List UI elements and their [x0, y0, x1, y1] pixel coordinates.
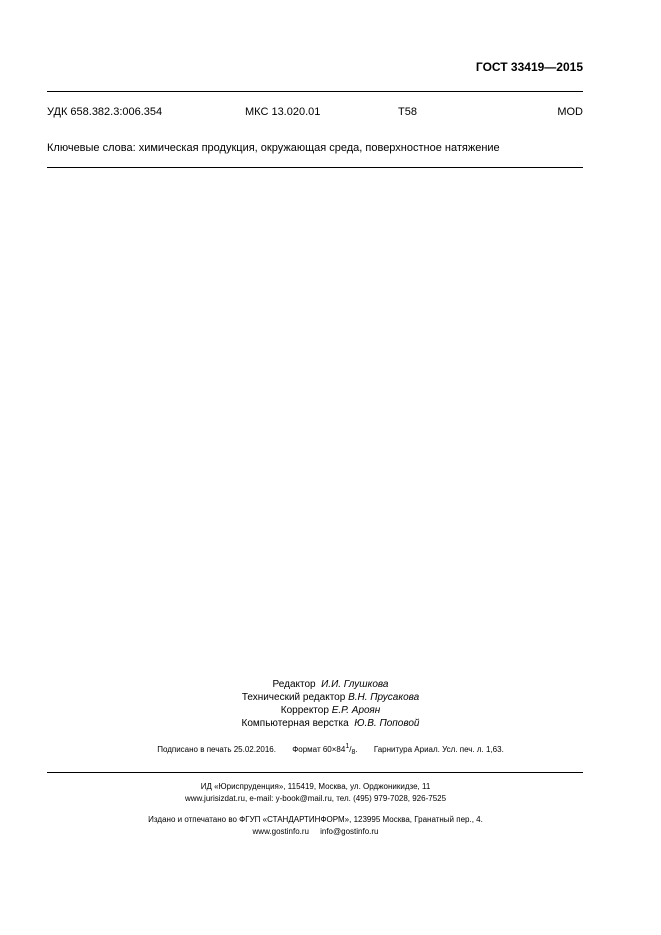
standard-designation: ГОСТ 33419—2015: [475, 60, 583, 74]
publisher-address: ИД «Юриспруденция», 115419, Москва, ул. Орджоникидзе, 11: [200, 782, 431, 791]
imprint-divider: [47, 772, 583, 773]
printer-address: Издано и отпечатано во ФГУП «СТАНДАРТИНФОРМ», 123995 Москва, Гранатный пер., 4.: [148, 815, 483, 824]
credits-block: [0, 678, 661, 730]
credit-name: И.И. Глушкова: [321, 679, 389, 690]
credit-name: В.Н. Прусакова: [348, 692, 420, 703]
credit-role: Редактор: [272, 679, 316, 690]
font-sheets: Гарнитура Ариал. Усл. печ. л. 1,63.: [373, 745, 504, 754]
equivalence-code: MOD: [557, 106, 583, 118]
format-denominator: 8: [351, 749, 356, 756]
format-numerator: 1: [345, 743, 350, 750]
publisher-contacts: www.jurisizdat.ru, e-mail: y-book@mail.ru, тел. (495) 979-7028, 926-7525: [184, 794, 447, 803]
credit-corrector: [0, 704, 661, 717]
printer-block: [0, 814, 631, 838]
credit-layout: [0, 717, 661, 730]
keywords: Ключевые слова: химическая продукция, окружающая среда, поверхностное натяжение: [47, 142, 500, 154]
top-divider: [47, 91, 583, 92]
credit-name: Е.Р. Ароян: [331, 705, 381, 716]
printer-contacts: www.gostinfo.ru info@gostinfo.ru: [252, 827, 379, 836]
credit-role: Корректор: [280, 705, 329, 716]
credit-role: Технический редактор: [241, 692, 346, 703]
group-code: Т58: [398, 106, 417, 118]
credit-name: Ю.В. Поповой: [354, 718, 420, 729]
ics-code: МКС 13.020.01: [245, 106, 321, 118]
credit-tech-editor: [0, 691, 661, 704]
keywords-divider: [47, 167, 583, 168]
print-info: [0, 743, 661, 756]
signed-date: Подписано в печать 25.02.2016.: [157, 745, 276, 754]
paper-format: Формат $60\times 84^1/_8$.: [292, 743, 358, 756]
udc-code: УДК 658.382.3:006.354: [47, 106, 163, 118]
credit-editor: [0, 678, 661, 691]
publisher-block: [0, 781, 631, 805]
credit-role: Компьютерная верстка: [241, 718, 349, 729]
